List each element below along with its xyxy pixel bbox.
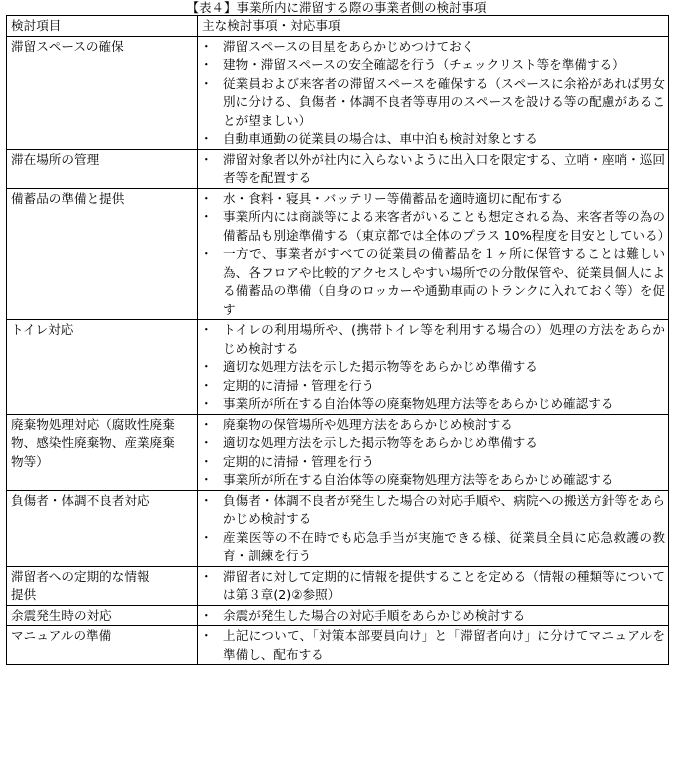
row-item-text: 備蓄品の準備と提供 [11, 190, 125, 206]
bullet-item: ・ 余震が発生した場合の対応手順をあらかじめ検討する [202, 607, 665, 626]
row-item-label [7, 36, 198, 149]
table-header-row [7, 16, 669, 37]
row-item-text: 余震発生時の対応 [11, 607, 112, 623]
bullet-item: ・ 適切な処理方法を示した掲示物等をあらかじめ準備する [202, 434, 665, 453]
row-points [198, 414, 669, 490]
row-item-label [7, 320, 198, 415]
row-item-text: 滞留者への定期的な情報提供 [11, 568, 150, 602]
header-points: 主な検討事項・対応事項 [198, 16, 669, 37]
row-points [198, 626, 669, 665]
bullet-list [202, 321, 665, 414]
bullet-item: ・ 負傷者・体調不良者が発生した場合の対応手順や、病院への搬送方針等をあらかじめ検討する [202, 492, 665, 529]
table-row [7, 490, 669, 566]
table-title: 【表４】事業所内に滞留する際の事業者側の検討事項 [186, 0, 487, 15]
row-points [198, 320, 669, 415]
bullet-list [202, 568, 665, 605]
table-row [7, 605, 669, 626]
row-points [198, 188, 669, 320]
bullet-item: ・ 一方で、事業者がすべての従業員の備蓄品を１ヶ所に保管することは難しい為、各フロアや比較的アクセスしやすい場所での分散保管や、従業員個人による備蓄品の準備（自身のロッカーや通勤車両のトランクに入れておく等）を促す [202, 245, 665, 319]
row-points [198, 605, 669, 626]
row-points [198, 566, 669, 605]
bullet-item: ・ 事業所が所在する自治体等の廃棄物処理方法等をあらかじめ確認する [202, 395, 665, 414]
row-item-label [7, 414, 198, 490]
bullet-list [202, 416, 665, 490]
table-row [7, 566, 669, 605]
bullet-item: ・ 滞留スペースの目星をあらかじめつけておく [202, 38, 665, 57]
bullet-list [202, 190, 671, 320]
bullet-item: ・ 定期的に清掃・管理を行う [202, 377, 665, 396]
bullet-item: ・ 滞留者に対して定期的に情報を提供することを定める（情報の種類等については第３章(2)②参照） [202, 568, 665, 605]
row-points [198, 490, 669, 566]
table-row [7, 626, 669, 665]
table-row [7, 188, 669, 320]
bullet-item: ・ トイレの利用場所や、(携帯トイレ等を利用する場合の）処理の方法をあらかじめ検討する [202, 321, 665, 358]
row-item-text: 廃棄物処理対応（腐敗性廃棄物、感染性廃棄物、産業廃棄物等） [11, 416, 175, 469]
bullet-list [202, 492, 665, 566]
bullet-item: ・ 水・食料・寝具・バッテリー等備蓄品を適時適切に配布する [202, 190, 665, 209]
bullet-item: ・ 産業医等の不在時でも応急手当が実施できる様、従業員全員に応急救護の教育・訓練を行う [202, 529, 665, 566]
row-item-label [7, 605, 198, 626]
bullet-item: ・ 従業員および来客者の滞留スペースを確保する（スペースに余裕があれば男女別に分ける、負傷者・体調不良者等専用のスペースを設ける等の配慮があることが望ましい） [202, 75, 665, 131]
bullet-item: ・ 建物・滞留スペースの安全確認を行う（チェックリスト等を準備する） [202, 56, 665, 75]
row-item-text: 滞留スペースの確保 [11, 38, 124, 54]
row-item-label [7, 188, 198, 320]
table-row [7, 320, 669, 415]
row-item-text: 負傷者・体調不良者対応 [11, 492, 150, 508]
row-item-label [7, 149, 198, 188]
bullet-item: ・ 自動車通勤の従業員の場合は、車中泊も検討対象とする [202, 130, 665, 149]
bullet-item: ・ 事業所内には商談等による来客者がいることも想定される為、来客者等の為の備蓄品も別途準備する（東京都では全体のプラス 10%程度を目安としている） [202, 208, 665, 245]
bullet-item: ・ 事業所が所在する自治体等の廃棄物処理方法等をあらかじめ確認する [202, 471, 665, 490]
bullet-item: ・ 廃棄物の保管場所や処理方法をあらかじめ検討する [202, 416, 665, 435]
row-points [198, 36, 669, 149]
bullet-list [202, 151, 665, 188]
table-row [7, 36, 669, 149]
row-item-text: 滞在場所の管理 [11, 151, 100, 167]
bullet-item: ・ 適切な処理方法を示した掲示物等をあらかじめ準備する [202, 358, 665, 377]
header-item: 検討項目 [7, 16, 198, 37]
bullet-item: ・ 上記について、「対策本部要員向け」と「滞留者向け」に分けてマニュアルを準備し、配布する [202, 627, 665, 664]
bullet-list [202, 627, 665, 664]
table-row [7, 414, 669, 490]
bullet-item: ・ 定期的に清掃・管理を行う [202, 453, 665, 472]
bullet-list [202, 607, 665, 626]
table-row [7, 149, 669, 188]
row-points [198, 149, 669, 188]
considerations-table [6, 15, 669, 665]
row-item-label [7, 490, 198, 566]
row-item-label [7, 626, 198, 665]
row-item-text: トイレ対応 [11, 322, 74, 337]
bullet-list [202, 38, 665, 149]
bullet-item: ・ 滞留対象者以外が社内に入らないように出入口を限定する、立哨・座哨・巡回者等を配置する [202, 151, 665, 188]
row-item-label [7, 566, 198, 605]
row-item-text: マニュアルの準備 [11, 628, 112, 643]
